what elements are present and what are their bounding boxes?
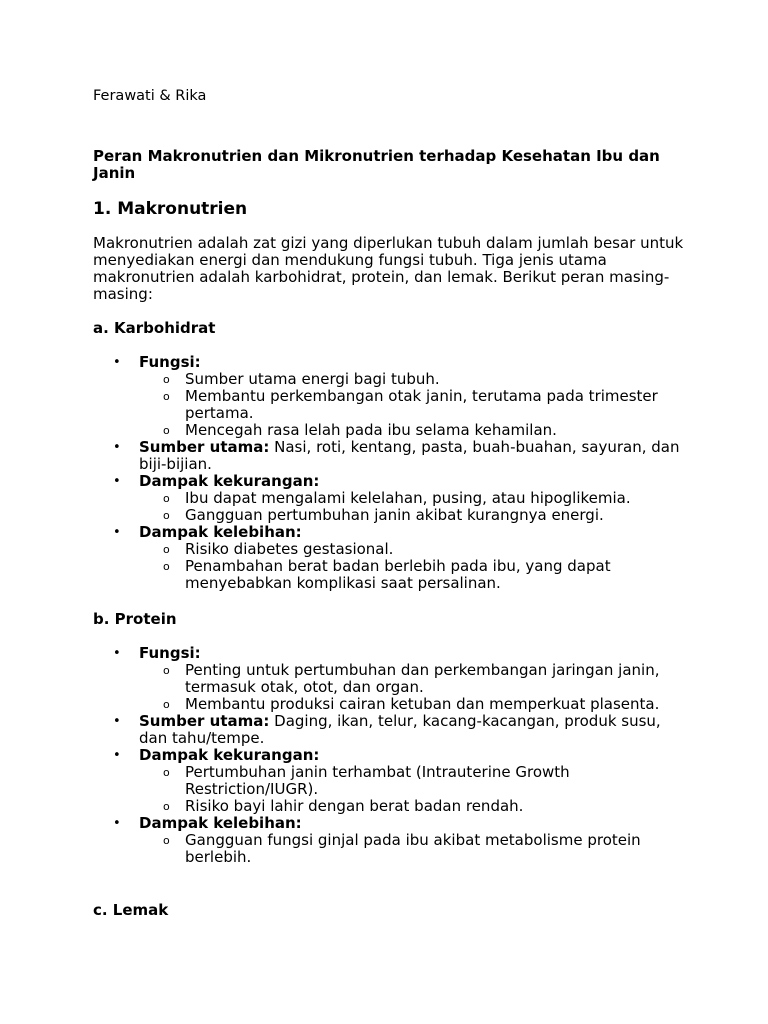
list-item-kekurangan	[93, 747, 693, 815]
sublist	[139, 541, 693, 592]
circle-bullet-icon: o	[163, 543, 170, 556]
circle-bullet-icon: o	[163, 373, 170, 386]
subheading-protein: b. Protein	[93, 610, 177, 628]
list-item: o Risiko bayi lahir dengan berat badan rendah.	[163, 797, 524, 815]
circle-bullet-icon: o	[163, 800, 170, 813]
item-label: Fungsi:	[139, 644, 201, 662]
circle-bullet-icon: o	[163, 509, 170, 522]
protein-list	[93, 645, 693, 866]
document-title: Peran Makronutrien dan Mikronutrien terhadap Kesehatan Ibu dan Janin	[93, 147, 660, 182]
item-text: Nasi, roti, kentang, pasta, buah-buahan, sayuran, dan biji-bijian.	[139, 438, 680, 473]
author-line: Ferawati & Rika	[93, 88, 207, 104]
item-text: Daging, ikan, telur, kacang-kacangan, produk susu, dan tahu/tempe.	[139, 712, 661, 747]
subheading-karbohidrat: a. Karbohidrat	[93, 319, 216, 337]
bullet-icon: •	[113, 525, 121, 540]
circle-bullet-icon: o	[163, 766, 170, 779]
sublist	[139, 371, 693, 439]
sublist	[139, 764, 693, 815]
list-item: o Risiko diabetes gestasional.	[163, 540, 394, 558]
subheading-lemak: c. Lemak	[93, 901, 169, 919]
sublist	[139, 832, 693, 866]
list-item-fungsi	[93, 645, 693, 713]
item-label: Sumber utama:	[139, 438, 270, 456]
item-label: Dampak kelebihan:	[139, 814, 302, 832]
circle-bullet-icon: o	[163, 492, 170, 505]
circle-bullet-icon: o	[163, 560, 170, 573]
bullet-icon: •	[113, 440, 121, 455]
circle-bullet-icon: o	[163, 424, 170, 437]
item-label: Sumber utama:	[139, 712, 270, 730]
list-item: o Penambahan berat badan berlebih pada ibu, yang dapat menyebabkan komplikasi saat persalinan.	[163, 557, 611, 592]
list-item: o Gangguan fungsi ginjal pada ibu akibat metabolisme protein berlebih.	[163, 831, 641, 866]
bullet-icon: •	[113, 474, 121, 489]
bullet-icon: •	[113, 646, 121, 661]
list-item: o Mencegah rasa lelah pada ibu selama kehamilan.	[163, 421, 557, 439]
intro-paragraph: Makronutrien adalah zat gizi yang diperlukan tubuh dalam jumlah besar untuk menyediakan energi dan mendukung fungsi tubuh. Tiga jenis utama makronutrien adalah karbohidrat, protein, dan lemak. Berikut peran masing-masing:	[93, 234, 684, 303]
list-item-sumber	[93, 439, 693, 473]
section-heading-makronutrien: 1. Makronutrien	[93, 199, 248, 219]
item-label: Fungsi:	[139, 353, 201, 371]
circle-bullet-icon: o	[163, 698, 170, 711]
circle-bullet-icon: o	[163, 664, 170, 677]
circle-bullet-icon: o	[163, 834, 170, 847]
circle-bullet-icon: o	[163, 390, 170, 403]
list-item: o Sumber utama energi bagi tubuh.	[163, 370, 440, 388]
list-item: o Ibu dapat mengalami kelelahan, pusing, atau hipoglikemia.	[163, 489, 631, 507]
list-item-sumber	[93, 713, 693, 747]
bullet-icon: •	[113, 714, 121, 729]
item-label: Dampak kelebihan:	[139, 523, 302, 541]
item-label: Dampak kekurangan:	[139, 472, 320, 490]
list-item: o Penting untuk pertumbuhan dan perkembangan jaringan janin, termasuk otak, otot, dan organ.	[163, 661, 660, 696]
list-item-fungsi	[93, 354, 693, 439]
sublist	[139, 662, 693, 713]
list-item: o Membantu perkembangan otak janin, terutama pada trimester pertama.	[163, 387, 658, 422]
list-item-kelebihan	[93, 815, 693, 866]
list-item: o Gangguan pertumbuhan janin akibat kurangnya energi.	[163, 506, 604, 524]
list-item: o Pertumbuhan janin terhambat (Intrauterine Growth Restriction/IUGR).	[163, 763, 570, 798]
bullet-icon: •	[113, 355, 121, 370]
bullet-icon: •	[113, 816, 121, 831]
list-item-kelebihan	[93, 524, 693, 592]
sublist	[139, 490, 693, 524]
list-item: o Membantu produksi cairan ketuban dan memperkuat plasenta.	[163, 695, 660, 713]
item-label: Dampak kekurangan:	[139, 746, 320, 764]
list-item-kekurangan	[93, 473, 693, 524]
bullet-icon: •	[113, 748, 121, 763]
karbohidrat-list	[93, 354, 693, 592]
